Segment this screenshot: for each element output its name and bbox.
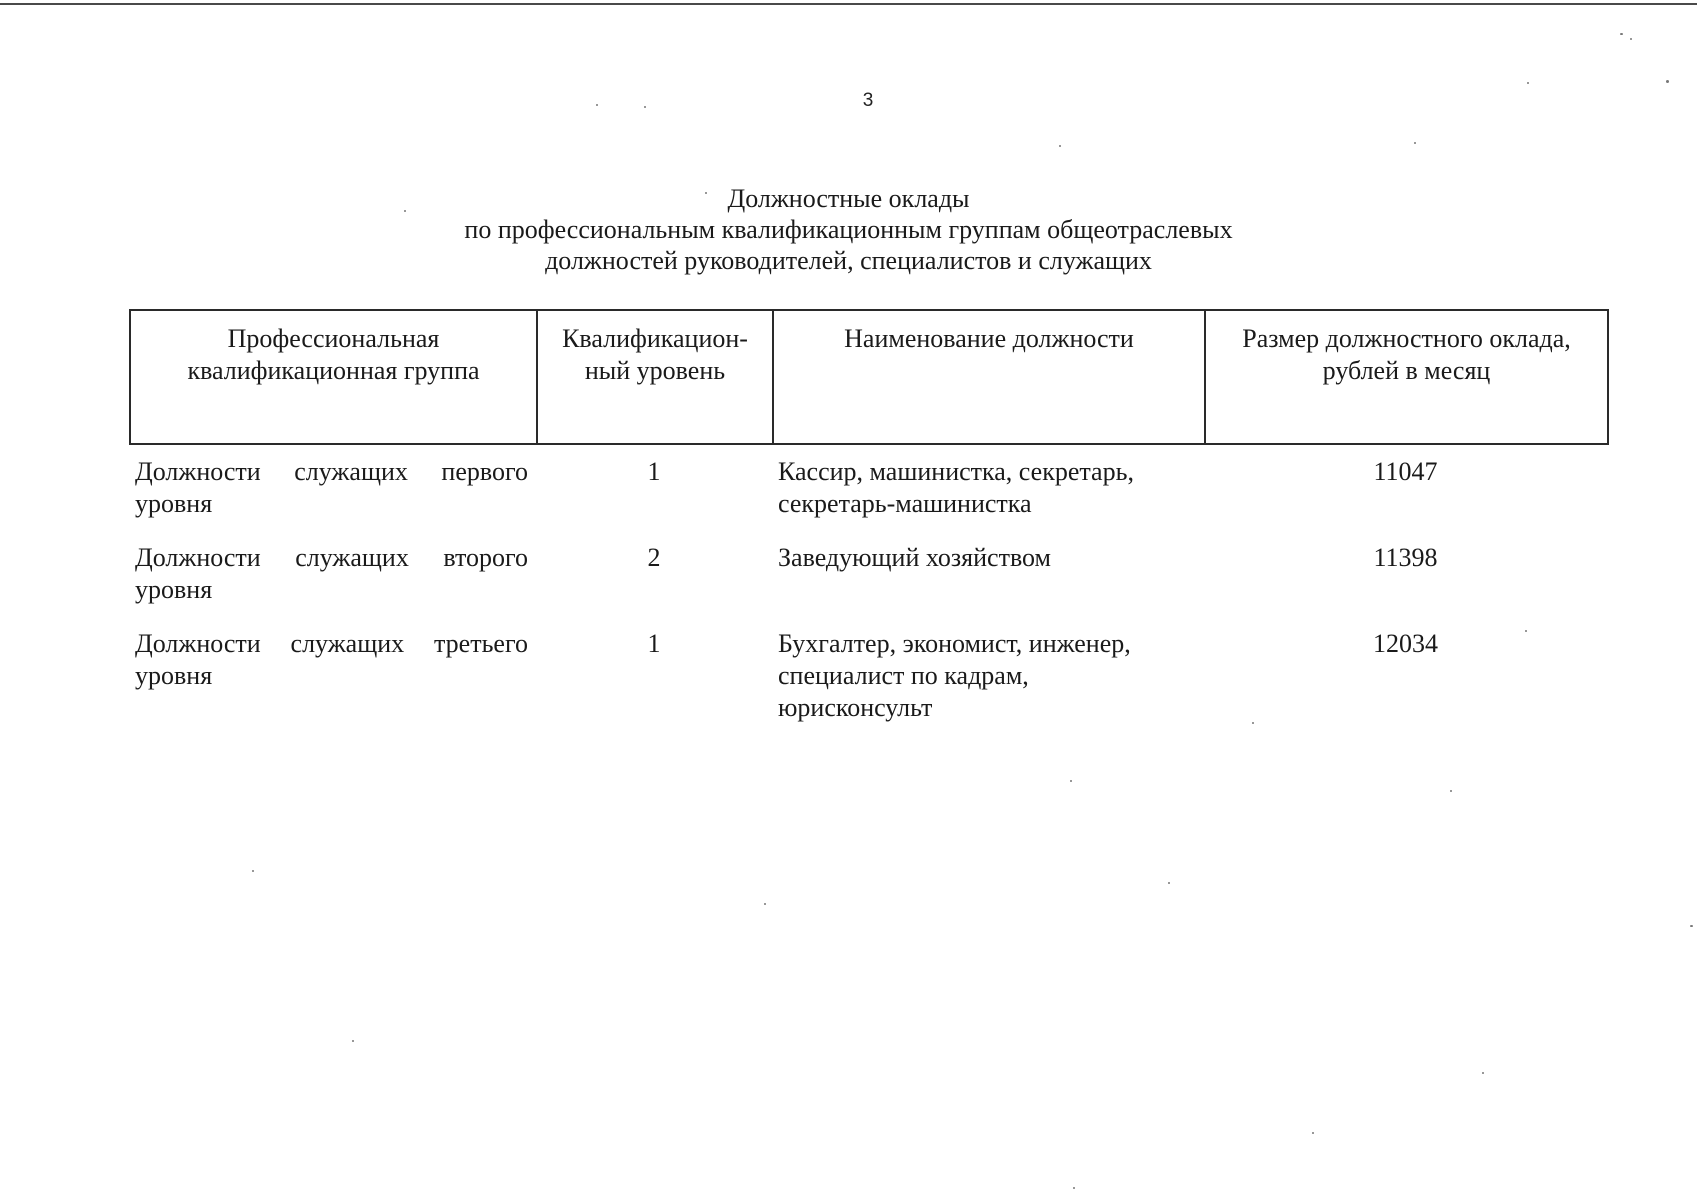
- row-position-cell: Кассир, машинистка, секретарь, секретарь-машинистка: [778, 457, 1134, 518]
- title-line-1: Должностные оклады: [727, 184, 970, 213]
- header-cell-salary: Размер должностного оклада, рублей в месяц: [1205, 310, 1608, 444]
- row-level-cell: 1: [647, 629, 661, 658]
- header-cell-group: Профессиональная квалификационная группа: [130, 310, 537, 444]
- header-cell-level: Квалификацион- ный уровень: [537, 310, 773, 444]
- title-line-2: по профессиональным квалификационным группам общеотраслевых: [464, 215, 1233, 244]
- row-group-cell: Должности служащих первого уровня: [135, 457, 528, 518]
- row-salary-cell: 11047: [1373, 457, 1438, 486]
- row-group-cell: Должности служащих второго уровня: [135, 543, 528, 604]
- row-salary-cell: 11398: [1373, 543, 1438, 572]
- title-line-3: должностей руководителей, специалистов и служащих: [545, 246, 1152, 275]
- salary-table-header: [129, 309, 1609, 445]
- header-cell-position: Наименование должности: [773, 310, 1205, 444]
- table-row: [129, 542, 1607, 606]
- document-title: [300, 183, 1397, 276]
- row-level-cell: 2: [647, 543, 661, 572]
- row-group-cell: Должности служащих третьего уровня: [135, 629, 528, 690]
- row-position-cell: Заведующий хозяйством: [778, 543, 1051, 572]
- table-row: [129, 456, 1607, 520]
- row-level-cell: 1: [647, 457, 661, 486]
- row-position-cell: Бухгалтер, экономист, инженер, специалист по кадрам, юрисконсульт: [778, 629, 1131, 722]
- salary-table-body: [129, 456, 1607, 724]
- table-row: [129, 628, 1607, 724]
- header-row: [130, 310, 1608, 444]
- page-number: 3: [862, 90, 874, 111]
- top-border-line: [0, 3, 1697, 5]
- row-salary-cell: 12034: [1373, 629, 1438, 658]
